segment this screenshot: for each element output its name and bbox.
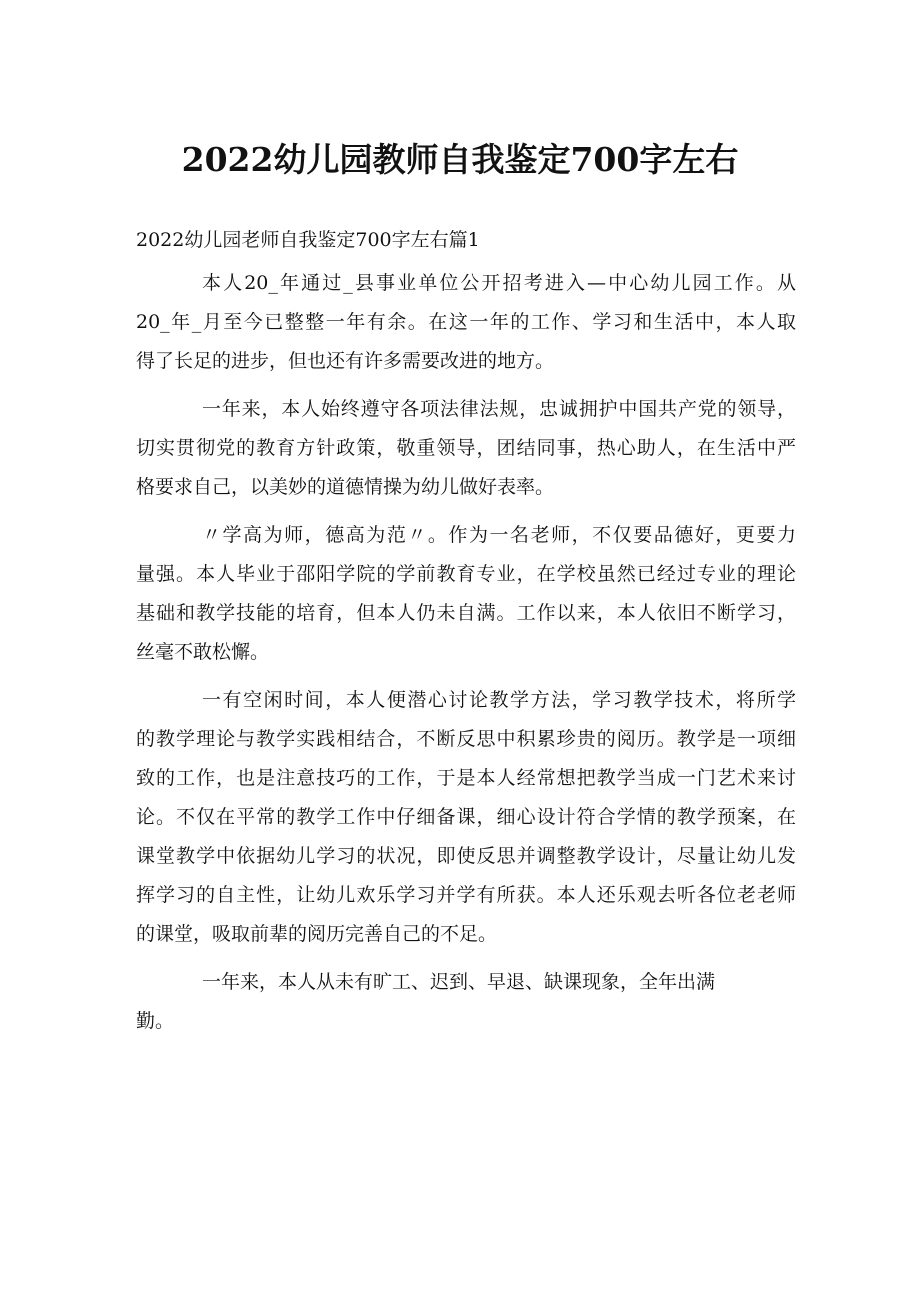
paragraph xyxy=(136,681,796,954)
section-heading: 2022幼儿园老师自我鉴定700字左右篇1 xyxy=(136,229,480,251)
text-line: 致的工作，也是注意技巧的工作，于是本人经常想把教学当成一门艺术来讨 xyxy=(136,767,796,789)
text-line: 〃学高为师，德高为范〃。作为一名老师，不仅要品德好，更要力 xyxy=(202,524,796,546)
text-line: 量强。本人毕业于邵阳学院的学前教育专业，在学校虽然已经过专业的理论 xyxy=(136,563,796,585)
text-line: 基础和教学技能的培育，但本人仍未自满。工作以来，本人依旧不断学习， xyxy=(136,602,796,624)
document-body xyxy=(136,264,796,1050)
text-line: 丝毫不敢松懈。 xyxy=(136,641,270,663)
paragraph xyxy=(136,963,796,1041)
text-line: 一年来，本人始终遵守各项法律法规，忠诚拥护中国共产党的领导， xyxy=(202,398,796,420)
text-line: 的教学理论与教学实践相结合，不断反思中积累珍贵的阅历。教学是一项细 xyxy=(136,728,796,750)
document-title: 2022幼儿园教师自我鉴定700字左右 xyxy=(181,140,739,179)
paragraph xyxy=(136,516,796,672)
text-line: 一有空闲时间，本人便潜心讨论教学方法，学习教学技术，将所学 xyxy=(202,689,796,711)
text-line: 本人20_年通过_县事业单位公开招考进入—中心幼儿园工作。从 xyxy=(202,272,796,294)
text-line: 一年来，本人从未有旷工、迟到、早退、缺课现象，全年出满 xyxy=(202,971,716,993)
paragraph xyxy=(136,264,796,381)
text-line: 得了长足的进步，但也还有许多需要改进的地方。 xyxy=(136,350,555,372)
text-line: 课堂教学中依据幼儿学习的状况，即使反思并调整教学设计，尽量让幼儿发 xyxy=(136,845,796,867)
text-line: 挥学习的自主性，让幼儿欢乐学习并学有所获。本人还乐观去听各位老老师 xyxy=(136,884,796,906)
text-line: 勤。 xyxy=(136,1010,175,1032)
text-line: 切实贯彻党的教育方针政策，敬重领导，团结同事，热心助人，在生活中严 xyxy=(136,437,796,459)
text-line: 的课堂，吸取前辈的阅历完善自己的不足。 xyxy=(136,923,498,945)
text-line: 20_年_月至今已整整一年有余。在这一年的工作、学习和生活中，本人取 xyxy=(136,311,796,333)
text-line: 论。不仅在平常的教学工作中仔细备课，细心设计符合学情的教学预案，在 xyxy=(136,806,796,828)
text-line: 格要求自己，以美妙的道德情操为幼儿做好表率。 xyxy=(136,476,555,498)
paragraph xyxy=(136,390,796,507)
